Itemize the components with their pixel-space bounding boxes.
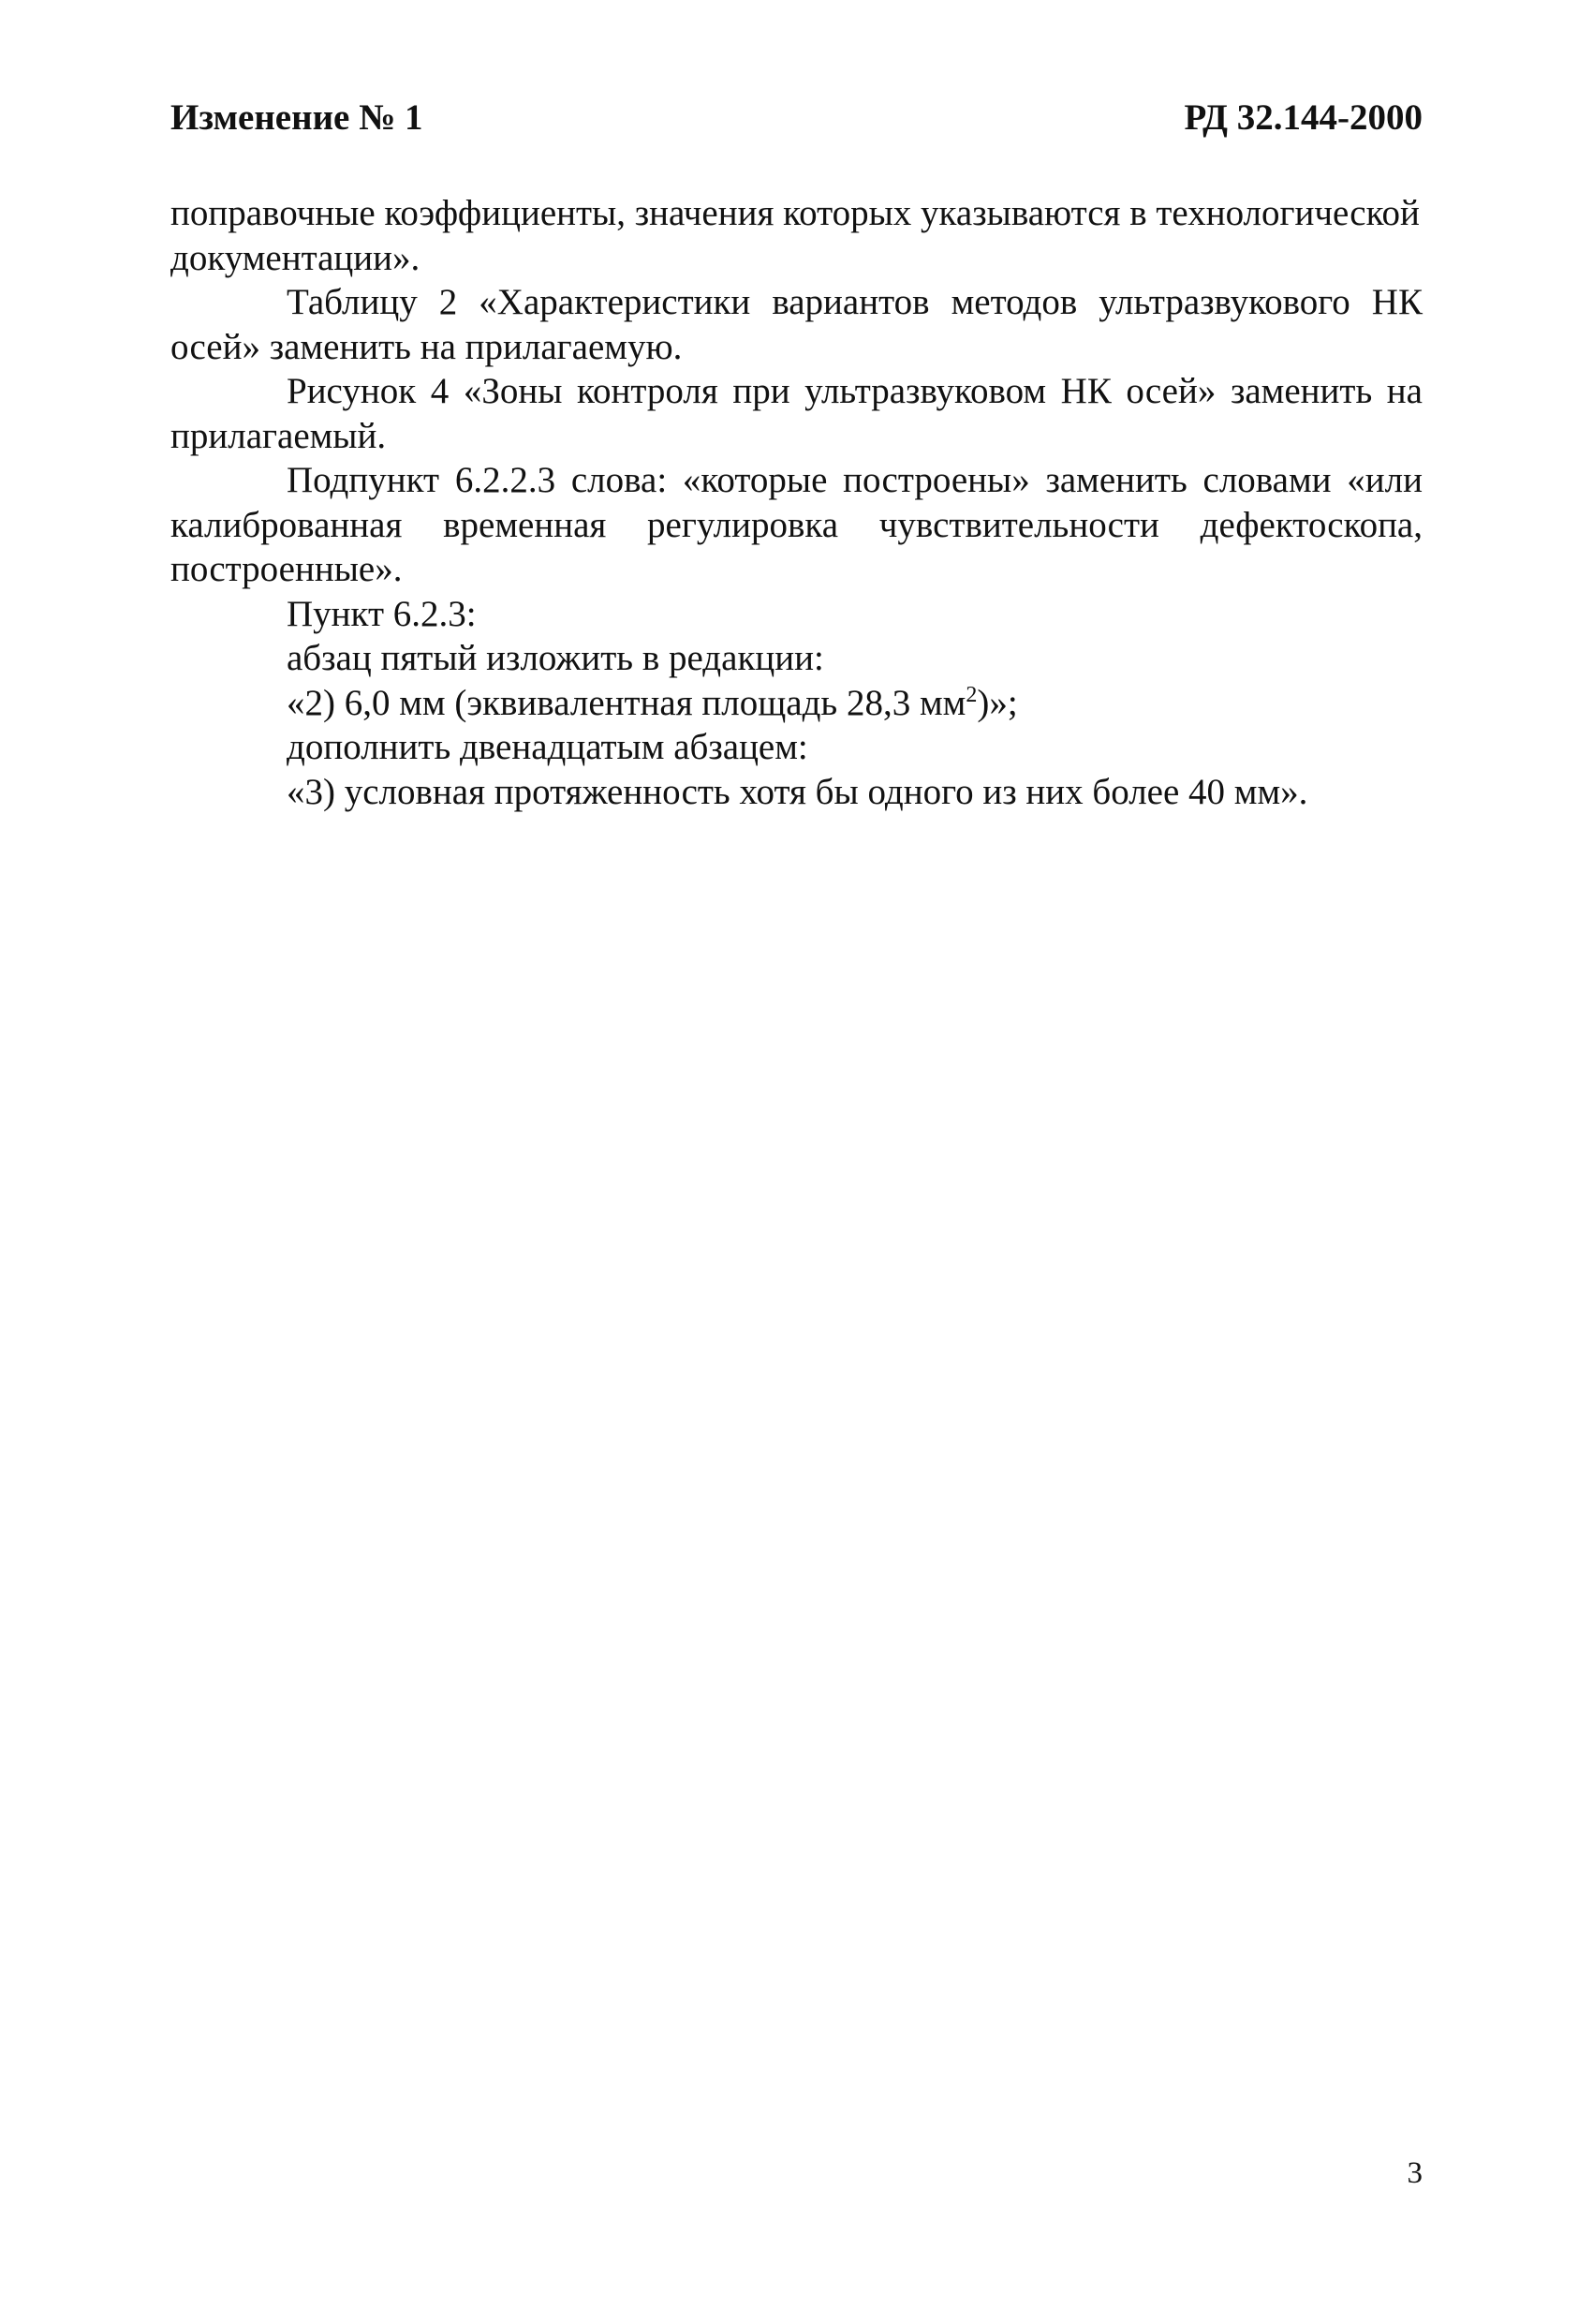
equivalent-area-closing: )»;	[977, 682, 1018, 723]
document-body	[170, 191, 1423, 814]
paragraph-figure-4: Рисунок 4 «Зоны контроля при ультразвуковом НК осей» заменить на прилагаемый.	[170, 371, 1423, 456]
header-document-code: РД 32.144-2000	[1184, 97, 1423, 138]
equivalent-area-text: «2) 6,0 мм (эквивалентная площадь 28,3 мм	[287, 682, 966, 723]
superscript-squared: 2	[966, 682, 978, 707]
paragraph-add-twelfth-abzac: дополнить двенадцатым абзацем:	[287, 727, 808, 767]
paragraph-table-2: Таблицу 2 «Характеристики вариантов методов ультразвукового НК осей» заменить на прилагаемую.	[170, 282, 1423, 367]
paragraph-subclause-6-2-2-3: Подпункт 6.2.2.3 слова: «которые построены» заменить словами «или калиброванная временная регулировка чувствительности дефектоскопа, построенные».	[170, 460, 1423, 589]
paragraph-conditional-length: «3) условная протяженность хотя бы одного из них более 40 мм».	[287, 771, 1308, 812]
paragraph-correction-coefficients: поправочные коэффициенты, значения которых указываются в технологической документации».	[170, 193, 1420, 278]
page-number: 3	[1407, 2156, 1423, 2190]
paragraph-fifth-abzac: абзац пятый изложить в редакции:	[287, 638, 824, 678]
paragraph-clause-6-2-3: Пункт 6.2.3:	[287, 593, 477, 634]
header-change-number: Изменение № 1	[170, 97, 423, 138]
paragraph-equivalent-area	[170, 681, 1423, 726]
